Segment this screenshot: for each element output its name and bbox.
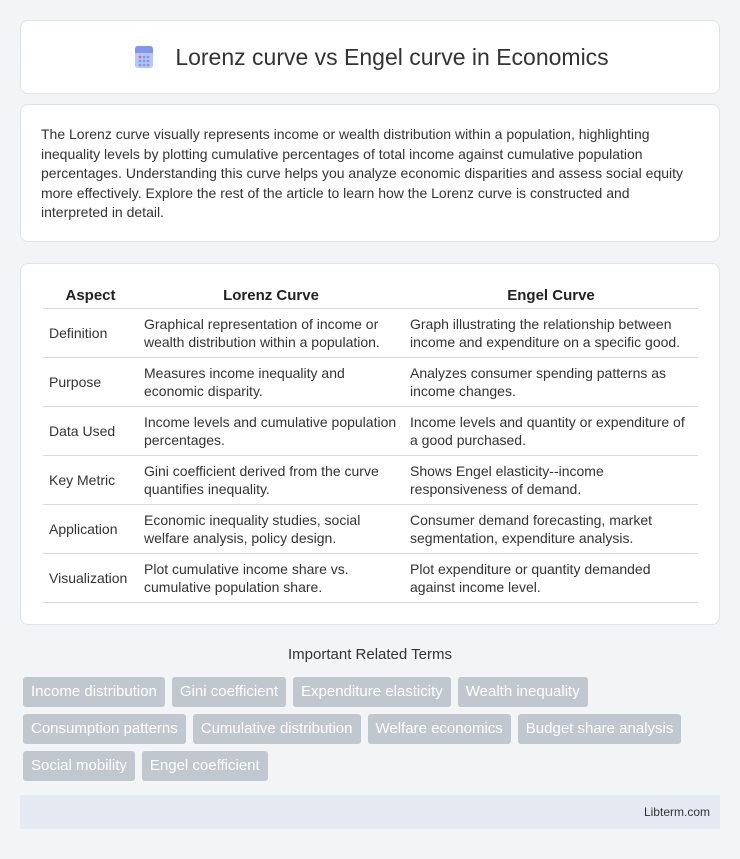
row-aspect: Key Metric bbox=[43, 455, 138, 504]
tag-wealth-inequality[interactable]: Wealth inequality bbox=[458, 677, 588, 707]
row-lorenz: Plot cumulative income share vs. cumulative population share. bbox=[138, 553, 404, 602]
table-header-row bbox=[43, 284, 698, 308]
table-row bbox=[43, 406, 698, 455]
tag-income-distribution[interactable]: Income distribution bbox=[23, 677, 165, 707]
row-aspect: Definition bbox=[43, 308, 138, 357]
row-lorenz: Gini coefficient derived from the curve quantifies inequality. bbox=[138, 455, 404, 504]
comparison-table-card bbox=[20, 263, 720, 625]
comparison-table bbox=[43, 284, 698, 603]
tag-engel-coefficient[interactable]: Engel coefficient bbox=[142, 751, 268, 781]
page-title: Lorenz curve vs Engel curve in Economics bbox=[175, 43, 609, 70]
tag-welfare-economics[interactable]: Welfare economics bbox=[368, 714, 511, 744]
table-row bbox=[43, 455, 698, 504]
tag-gini-coefficient[interactable]: Gini coefficient bbox=[172, 677, 286, 707]
row-engel: Consumer demand forecasting, market segmentation, expenditure analysis. bbox=[404, 504, 698, 553]
row-aspect: Purpose bbox=[43, 357, 138, 406]
column-header-engel: Engel Curve bbox=[404, 284, 698, 308]
row-lorenz: Income levels and cumulative population percentages. bbox=[138, 406, 404, 455]
table-row bbox=[43, 357, 698, 406]
row-lorenz: Measures income inequality and economic disparity. bbox=[138, 357, 404, 406]
related-terms-title: Important Related Terms bbox=[288, 646, 452, 663]
row-aspect: Data Used bbox=[43, 406, 138, 455]
footer bbox=[20, 795, 720, 829]
intro-card bbox=[20, 104, 720, 242]
table-row bbox=[43, 504, 698, 553]
row-lorenz: Economic inequality studies, social welfare analysis, policy design. bbox=[138, 504, 404, 553]
tag-cumulative-distribution[interactable]: Cumulative distribution bbox=[193, 714, 361, 744]
row-aspect: Application bbox=[43, 504, 138, 553]
tag-social-mobility[interactable]: Social mobility bbox=[23, 751, 135, 781]
related-terms-list bbox=[23, 677, 723, 781]
table-row bbox=[43, 308, 698, 357]
row-engel: Analyzes consumer spending patterns as income changes. bbox=[404, 357, 698, 406]
row-aspect: Visualization bbox=[43, 553, 138, 602]
intro-paragraph: The Lorenz curve visually represents income or wealth distribution within a population, highlighting inequality levels by plotting cumulative percentages of total income against cumulative population percentages. Understanding this curve helps you analyze economic disparities and assess social equity more effectively. Explore the rest of the article to learn how the Lorenz curve is constructed and interpreted in detail. bbox=[41, 126, 684, 221]
row-engel: Income levels and quantity or expenditure of a good purchased. bbox=[404, 406, 698, 455]
column-header-aspect: Aspect bbox=[43, 284, 138, 308]
tag-consumption-patterns[interactable]: Consumption patterns bbox=[23, 714, 186, 744]
row-engel: Plot expenditure or quantity demanded against income level. bbox=[404, 553, 698, 602]
column-header-lorenz: Lorenz Curve bbox=[138, 284, 404, 308]
table-row bbox=[43, 553, 698, 602]
title-wrap bbox=[131, 44, 608, 71]
header-card bbox=[20, 20, 720, 94]
row-engel: Shows Engel elasticity--income responsiveness of demand. bbox=[404, 455, 698, 504]
tag-budget-share-analysis[interactable]: Budget share analysis bbox=[518, 714, 682, 744]
tag-expenditure-elasticity[interactable]: Expenditure elasticity bbox=[293, 677, 451, 707]
footer-site-link[interactable]: Libterm.com bbox=[643, 805, 710, 819]
row-engel: Graph illustrating the relationship between income and expenditure on a specific good. bbox=[404, 308, 698, 357]
calculator-icon bbox=[131, 44, 157, 70]
row-lorenz: Graphical representation of income or wealth distribution within a population. bbox=[138, 308, 404, 357]
